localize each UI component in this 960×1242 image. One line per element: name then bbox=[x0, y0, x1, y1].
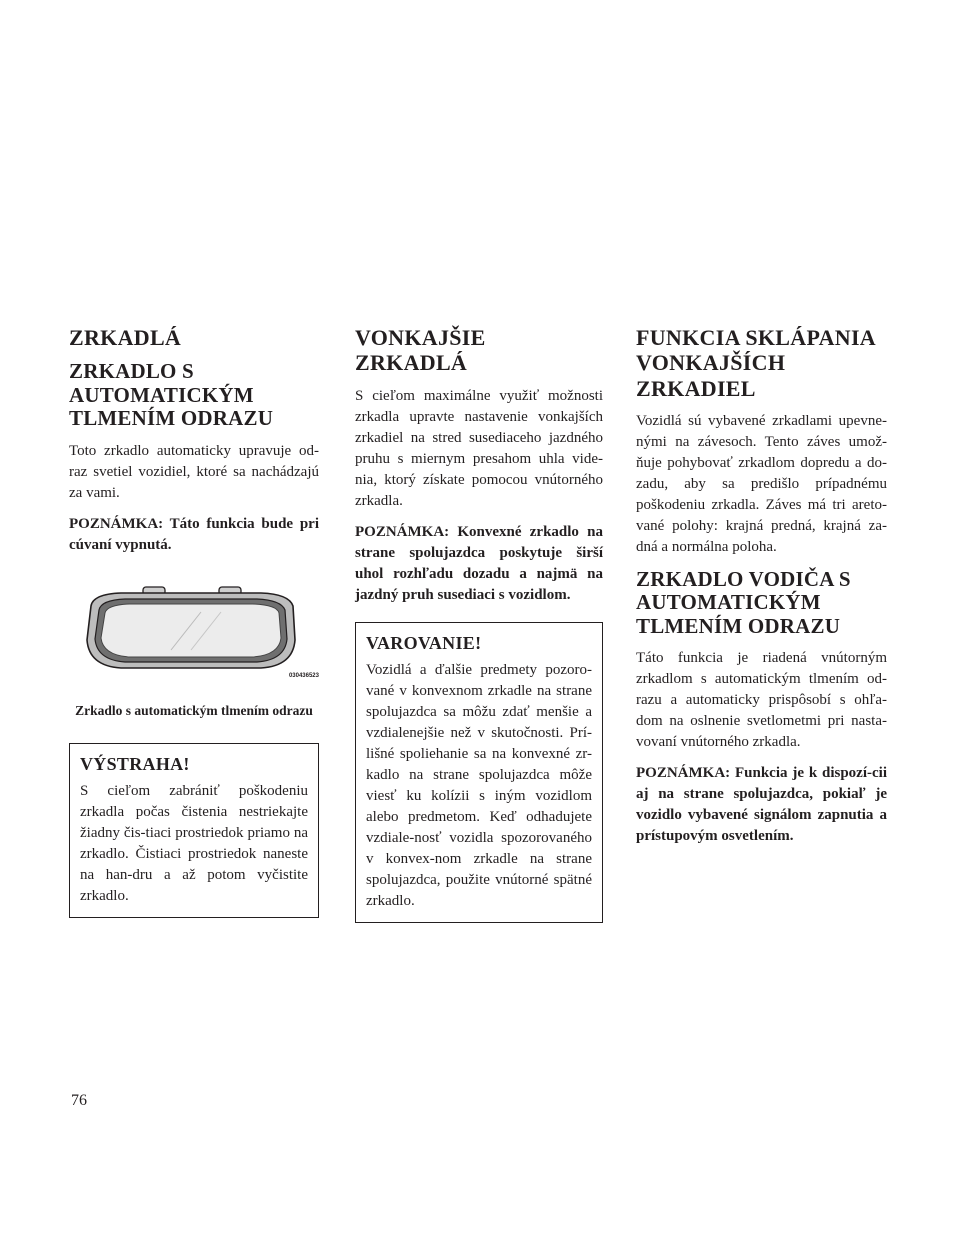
caution-box bbox=[355, 622, 603, 923]
column-left bbox=[69, 325, 319, 918]
section-title-folding-mirrors: FUNKCIA SKLÁPANIA VONKAJŠÍCH ZRKADIEL bbox=[636, 325, 875, 401]
mirror-figure bbox=[69, 584, 319, 699]
section-title-mirrors: ZRKADLÁ bbox=[69, 325, 182, 350]
caution-title: VAROVANIE! bbox=[366, 632, 482, 653]
note-passenger-side: POZNÁMKA: Funkcia je k dispozí-cii aj na strane spolujazdca, pokiaľ je vozidlo vybavené signálom zapnutia a prístupovým osvetlením. bbox=[636, 765, 887, 845]
paragraph-folding-mirrors: Vozidlá sú vybavené zrkadlami upevne-nými na závesoch. Tento záves umož-ňuje pohybovať zrkadlom dopredu a do-zadu, aby sa predišlo prípadnému poškodeniu zrkadla. Záves má tri areto-vané polohy: krajná predná, krajná za-dná a normálna poloha. bbox=[636, 412, 887, 555]
subsection-title-auto-dimming-mirror: ZRKADLO S AUTOMATICKÝM TLMENÍM ODRAZU bbox=[69, 359, 274, 431]
column-middle bbox=[355, 325, 603, 923]
subsection-title-driver-auto-dimming: ZRKADLO VODIČA S AUTOMATICKÝM TLMENÍM ODRAZU bbox=[636, 566, 851, 638]
figure-id: 030436523 bbox=[288, 672, 319, 679]
warning-text: S cieľom zabrániť poškodeniu zrkadla počas čistenia nestriekajte žiadny čis-tiaci prostriedok priamo na zrkadlo. Čistiaci prostriedok naneste na han-dru a až potom vyčistite zrkadlo. bbox=[80, 782, 308, 904]
caution-text: Vozidlá a ďalšie predmety pozoro-vané v konvexnom zrkadle na strane spolujazdca sa môžu zdať menšie a vzdialenejšie než v skutočnosti. Prí-lišné spoliehanie sa na konvexné zr-kadlo na strane spolujazdca môže viesť ku kolízii s iným vozidlom alebo predmetom. Keď odhadujete vzdiale-nosť vozidla spozorovaného v konvex-nom zrkadle na strane spolujazdca, použite vnútorné spätné zrkadlo. bbox=[366, 661, 592, 909]
paragraph-driver-auto-dimming: Táto funkcia je riadená vnútorným zrkadlom s automatickým tlmením od-razu a automaticky prispôsobí s ohľa-dom na oslnenie svetlometmi pri nasta-vovaní vnútorného zrkadla. bbox=[636, 650, 887, 751]
note-convex-mirror: POZNÁMKA: Konvexné zrkadlo na strane spolujazdca poskytuje širší uhol rozhľadu dozadu a najmä na jazdný pruh susediaci s vozidlom. bbox=[355, 523, 603, 603]
warning-title: VÝSTRAHA! bbox=[80, 753, 190, 774]
rearview-mirror-illustration bbox=[81, 584, 301, 674]
page-number: 76 bbox=[71, 1092, 87, 1109]
paragraph-outside-mirrors: S cieľom maximálne využiť možnosti zrkadla upravte nastavenie vonkajších zrkadiel na stred susediaceho jazdného pruhu s miernym presahom uhla vide-nia, ktorý získate pomocou vnútorného zrkadla. bbox=[355, 387, 603, 509]
figure-caption: Zrkadlo s automatickým tlmením odrazu bbox=[75, 702, 313, 718]
column-right bbox=[636, 325, 887, 857]
note-reverse-disabled: POZNÁMKA: Táto funkcia bude pri cúvaní vypnutá. bbox=[69, 515, 319, 553]
warning-box bbox=[69, 743, 319, 918]
paragraph-auto-dimming: Toto zrkadlo automaticky upravuje od-raz svetiel vozidiel, ktoré sa nachádzajú za vami. bbox=[69, 442, 319, 501]
section-title-outside-mirrors: VONKAJŠIE ZRKADLÁ bbox=[355, 325, 486, 376]
